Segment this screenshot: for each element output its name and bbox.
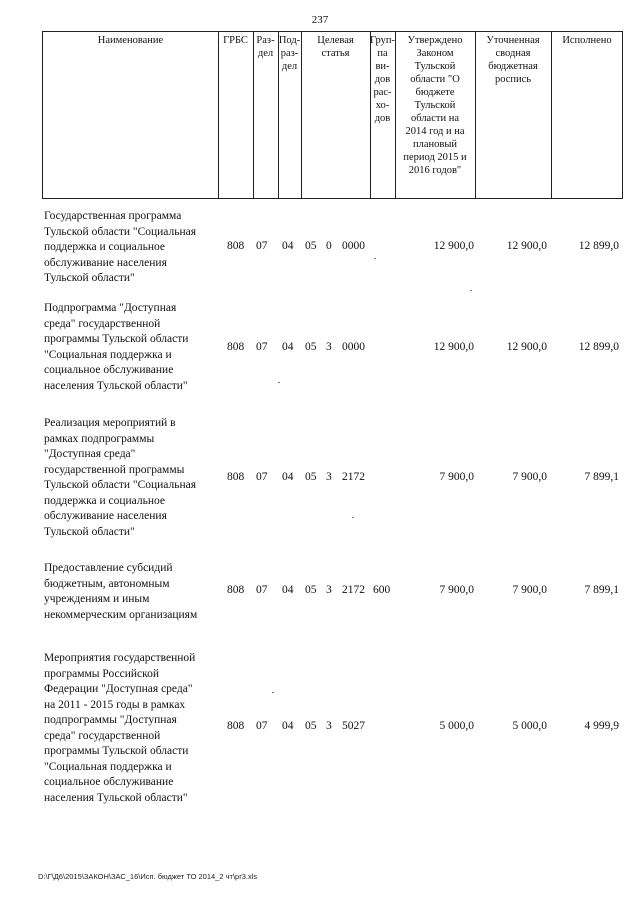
scan-speck <box>374 258 376 259</box>
scan-speck <box>272 692 274 693</box>
row-refined: 7 900,0 <box>512 471 547 483</box>
scan-speck <box>470 290 472 291</box>
row-name: Реализация мероприятий в рамках подпрограммы "Доступная среда" государственной программы Тульской области "Социальная поддержка и социальное обслуживание населения Тульской области" <box>44 417 197 538</box>
row-refined: 12 900,0 <box>506 341 547 353</box>
row-target-2: 3 <box>326 471 332 483</box>
row-razdel: 07 <box>256 471 268 483</box>
row-target-2: 0 <box>326 240 332 252</box>
row-grbs: 808 <box>227 584 245 596</box>
row-target-1: 05 <box>305 471 317 483</box>
row-razdel: 07 <box>256 240 268 252</box>
row-grbs: 808 <box>227 341 245 353</box>
row-podrazdel: 04 <box>282 584 294 596</box>
row-target-3: 5027 <box>342 720 365 732</box>
column-divider <box>218 32 219 198</box>
row-executed: 12 899,0 <box>578 341 619 353</box>
column-divider <box>551 32 552 198</box>
row-grbs: 808 <box>227 720 245 732</box>
row-approved: 7 900,0 <box>439 471 474 483</box>
row-razdel: 07 <box>256 584 268 596</box>
header-expense-group: Груп- па ви- дов рас- хо- дов <box>370 35 395 124</box>
row-target-1: 05 <box>305 720 317 732</box>
row-podrazdel: 04 <box>282 471 294 483</box>
row-executed: 7 899,1 <box>584 584 619 596</box>
row-podrazdel: 04 <box>282 240 294 252</box>
row-target-2: 3 <box>326 584 332 596</box>
row-target-2: 3 <box>326 341 332 353</box>
row-target-3: 0000 <box>342 240 365 252</box>
header-podrazdel: Под- раз- дел <box>278 35 301 72</box>
table-header <box>42 31 623 199</box>
row-name: Подпрограмма "Доступная среда" государственной программы Тульской области "Социальная поддержка и социальное обслуживание населения Тульской области" <box>44 302 189 392</box>
row-podrazdel: 04 <box>282 720 294 732</box>
header-name: Наименование <box>97 35 164 46</box>
row-refined: 7 900,0 <box>512 584 547 596</box>
header-grbs: ГРБС <box>223 35 248 46</box>
row-target-1: 05 <box>305 341 317 353</box>
header-approved: Утверждено Законом Тульской области "О бюджете Тульской области на 2014 год и на плановый период 2015 и 2016 годов" <box>403 35 467 176</box>
row-razdel: 07 <box>256 720 268 732</box>
row-podrazdel: 04 <box>282 341 294 353</box>
row-target-1: 05 <box>305 584 317 596</box>
row-target-3: 0000 <box>342 341 365 353</box>
row-target-3: 2172 <box>342 584 365 596</box>
row-name: Государственная программа Тульской области "Социальная поддержка и социальное обслуживание населения Тульской области" <box>44 210 197 284</box>
row-approved: 7 900,0 <box>439 584 474 596</box>
row-grbs: 808 <box>227 240 245 252</box>
row-refined: 12 900,0 <box>506 240 547 252</box>
row-executed: 4 999,9 <box>584 720 619 732</box>
scan-speck <box>352 517 354 518</box>
file-path-footer: D:\Г\Д6\2015\ЗАКОН\ЗАС_16\Исп. бюджет ТО 2014_2 чт\pr3.xls <box>38 872 258 881</box>
row-target-2: 3 <box>326 720 332 732</box>
header-refined: Уточненная сводная бюджетная роспись <box>486 35 540 85</box>
row-executed: 12 899,0 <box>578 240 619 252</box>
row-approved: 12 900,0 <box>433 341 474 353</box>
row-name: Мероприятия государственной программы Российской Федерации "Доступная среда" на 2011 - 2015 годы в рамках подпрограммы "Доступная среда" государственной программы Тульской области "Социальная поддержка и социальное обслуживание населения Тульской области" <box>44 652 196 804</box>
row-name: Предоставление субсидий бюджетным, автономным учреждениям и иным некоммерческим организациям <box>44 562 198 621</box>
header-executed: Исполнено <box>562 35 612 46</box>
row-target-3: 2172 <box>342 471 365 483</box>
header-razdel: Раз- дел <box>256 35 275 59</box>
page-number: 237 <box>311 14 329 26</box>
row-razdel: 07 <box>256 341 268 353</box>
row-group: 600 <box>373 584 391 596</box>
row-refined: 5 000,0 <box>512 720 547 732</box>
header-target-article: Целевая статья <box>317 35 354 59</box>
row-executed: 7 899,1 <box>584 471 619 483</box>
row-approved: 12 900,0 <box>433 240 474 252</box>
row-target-1: 05 <box>305 240 317 252</box>
row-grbs: 808 <box>227 471 245 483</box>
scan-speck <box>278 382 280 383</box>
row-approved: 5 000,0 <box>439 720 474 732</box>
